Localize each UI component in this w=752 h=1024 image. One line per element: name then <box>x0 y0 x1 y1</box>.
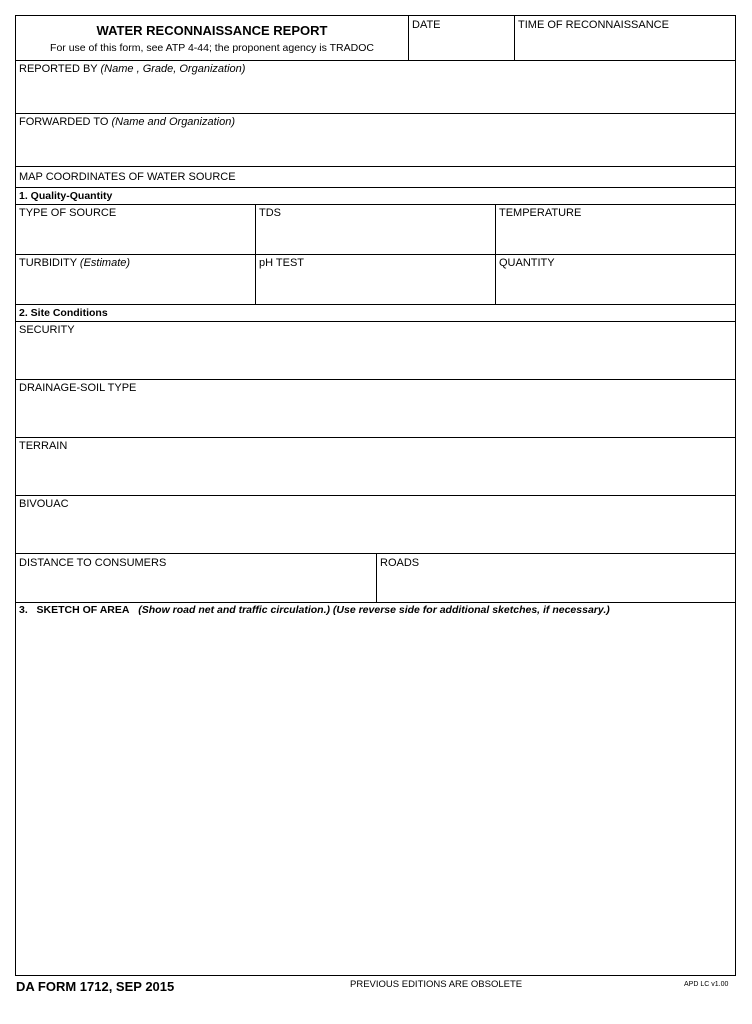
map-coordinates-label: MAP COORDINATES OF WATER SOURCE <box>19 171 236 183</box>
sketch-of-area-label: 3. SKETCH OF AREA (Show road net and traffic circulation.) (Use reverse side for additional sketches, if necessary.) <box>19 604 610 616</box>
temperature-field[interactable] <box>495 205 735 254</box>
turbidity-label: TURBIDITY (Estimate) <box>19 257 131 269</box>
version-label: APD LC v1.00 <box>684 981 729 988</box>
obsolete-notice: PREVIOUS EDITIONS ARE OBSOLETE <box>350 979 523 990</box>
security-field[interactable] <box>16 322 735 380</box>
bivouac-label: BIVOUAC <box>19 498 69 510</box>
form-title: WATER RECONNAISSANCE REPORT <box>96 23 328 38</box>
tds-field[interactable] <box>255 205 495 254</box>
bivouac-field[interactable] <box>16 496 735 554</box>
form-id: DA FORM 1712, SEP 2015 <box>16 979 175 994</box>
terrain-label: TERRAIN <box>19 440 68 452</box>
date-label: DATE <box>412 19 441 31</box>
distance-to-consumers-label: DISTANCE TO CONSUMERS <box>19 557 167 569</box>
section-1-title: 1. Quality-Quantity <box>19 190 113 202</box>
quantity-label: QUANTITY <box>499 257 555 269</box>
sketch-of-area-field[interactable] <box>16 603 735 975</box>
turbidity-field[interactable] <box>16 255 255 304</box>
date-field[interactable] <box>408 16 514 60</box>
tds-label: TDS <box>259 207 281 219</box>
forwarded-to-label: FORWARDED TO (Name and Organization) <box>19 116 236 128</box>
forwarded-to-field[interactable] <box>16 114 735 167</box>
reported-by-field[interactable] <box>16 61 735 114</box>
roads-field[interactable] <box>376 554 735 602</box>
ph-test-label: pH TEST <box>259 257 305 269</box>
water-reconnaissance-form <box>15 15 736 976</box>
terrain-field[interactable] <box>16 438 735 496</box>
ph-test-field[interactable] <box>255 255 495 304</box>
drainage-soil-type-label: DRAINAGE-SOIL TYPE <box>19 382 137 394</box>
time-of-reconnaissance-field[interactable] <box>514 16 735 60</box>
quantity-field[interactable] <box>495 255 735 304</box>
distance-roads-row <box>16 554 735 603</box>
section-1-header <box>16 188 735 205</box>
time-of-reconnaissance-label: TIME OF RECONNAISSANCE <box>518 19 669 31</box>
type-of-source-field[interactable] <box>16 205 255 254</box>
drainage-soil-type-field[interactable] <box>16 380 735 438</box>
reported-by-label: REPORTED BY (Name , Grade, Organization) <box>19 63 246 75</box>
header-row <box>16 16 735 61</box>
section-2-header <box>16 305 735 322</box>
section-2-title: 2. Site Conditions <box>19 307 108 319</box>
quality-row-1 <box>16 205 735 255</box>
distance-to-consumers-field[interactable] <box>16 554 376 602</box>
map-coordinates-field[interactable] <box>16 167 735 188</box>
roads-label: ROADS <box>380 557 420 569</box>
form-subtitle: For use of this form, see ATP 4-44; the proponent agency is TRADOC <box>50 42 374 54</box>
type-of-source-label: TYPE OF SOURCE <box>19 207 117 219</box>
temperature-label: TEMPERATURE <box>499 207 582 219</box>
security-label: SECURITY <box>19 324 75 336</box>
quality-row-2 <box>16 255 735 305</box>
